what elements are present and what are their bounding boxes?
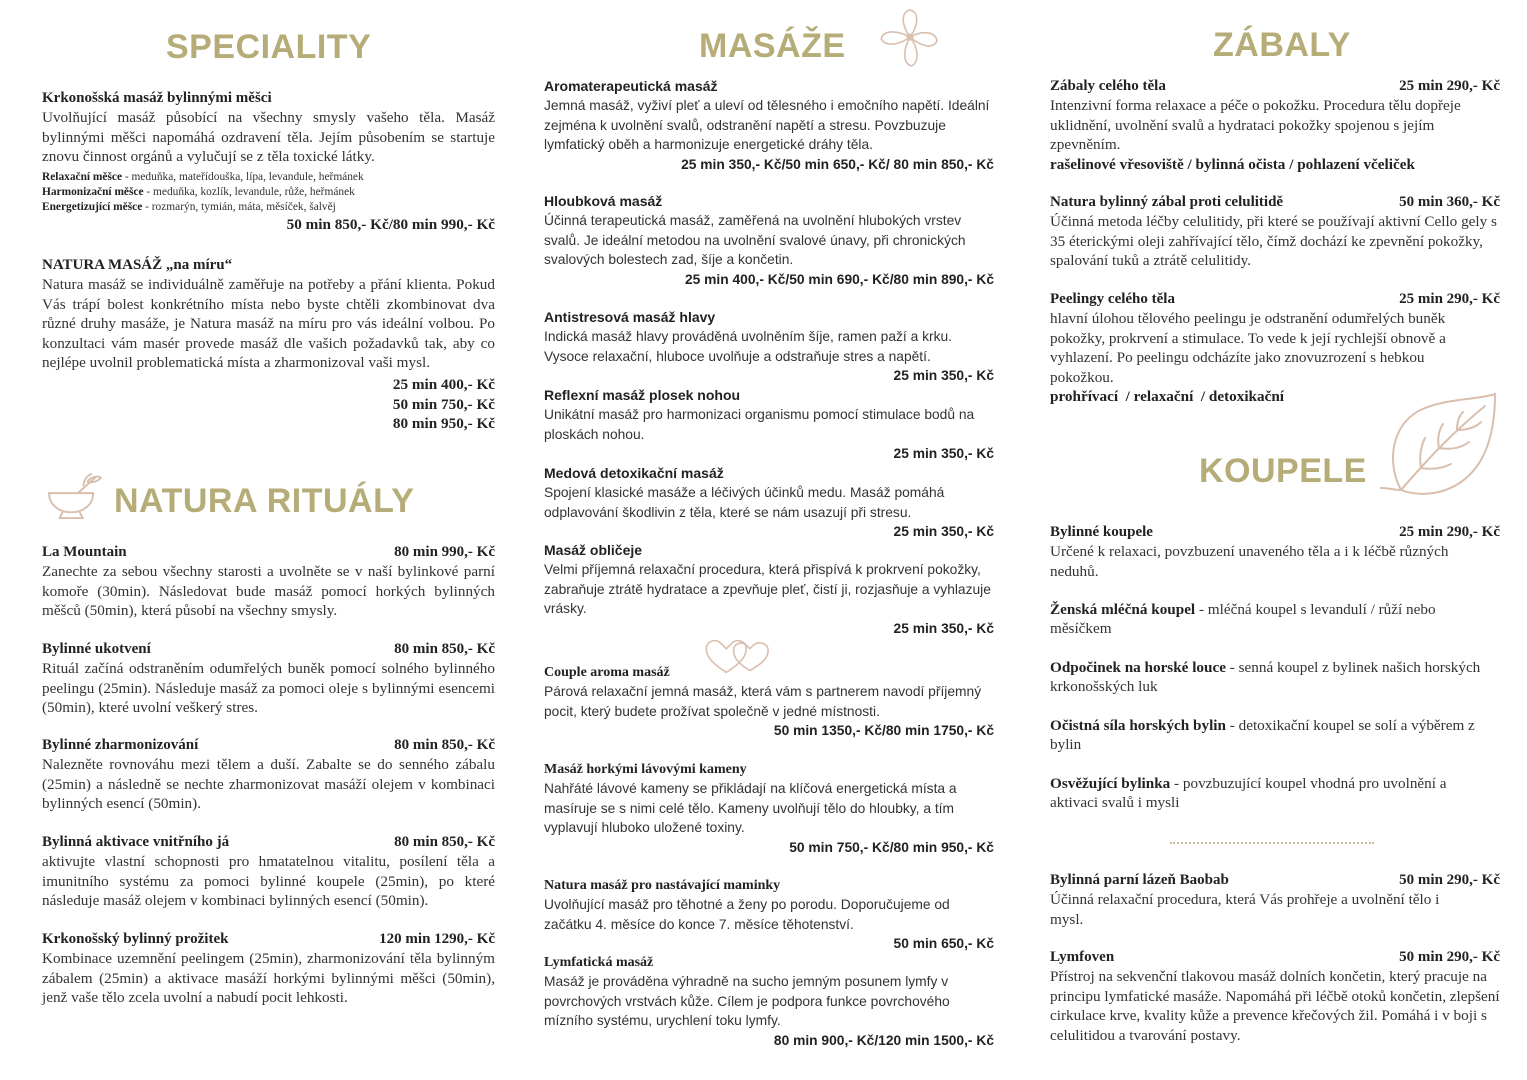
item-title: Bylinné koupele [1050, 524, 1153, 540]
item-price: 25 min 350,- Kč [893, 620, 994, 636]
massage-item [544, 464, 994, 542]
ritual-item [42, 543, 495, 621]
item-title: Hloubková masáž [544, 193, 663, 209]
bath-type-text: - mléčná koupel s levandulí / růží nebo měsíčkem [1050, 601, 1436, 638]
item-price: 25 min 400,- Kč/50 min 690,- Kč/80 min 890,- Kč [684, 271, 994, 287]
item-title: Natura bylinný zábal proti celulitidě [1050, 194, 1284, 210]
zabaly-heading: ZÁBALY [1213, 26, 1351, 64]
koupele-heading: KOUPELE [1199, 452, 1367, 490]
bath-type-text: - detoxikační koupel se solí a výběrem z bylin [1050, 717, 1475, 754]
item-price: 50 min 750,- Kč/80 min 950,- Kč [789, 839, 994, 855]
item-description: Účinná metoda léčby celulitidy, při které se používají aktivní Cello gely s 35 éterickými oleji zahřívající tělo, čímž dochází ke zpevnění pokožky, spalování tuků a ztrátě celulitidy. [1050, 213, 1497, 270]
item-title: Medová detoxikační masáž [544, 465, 724, 481]
wrap-item [1050, 77, 1500, 174]
bath-type-name: Osvěžující bylinka [1050, 775, 1171, 792]
massage-item [544, 541, 994, 638]
item-title: Lymfoven [1050, 949, 1115, 965]
item-price: 50 min 750,- Kč [392, 395, 495, 413]
item-description: Určené k relaxaci, povzbuzení unaveného těla a i k léčbě různých neduhů. [1050, 543, 1449, 580]
wrap-item [1050, 290, 1500, 406]
item-title: Reflexní masáž plosek nohou [544, 387, 741, 403]
item-price: 80 min 850,- Kč [394, 737, 495, 753]
speciality-krkonosska [42, 89, 495, 235]
massage-item [544, 308, 994, 386]
item-description: Jemná masáž, vyživí pleť a uleví od tělesného i emočního napětí. Ideální zejména k uvolnění svalů, odstranění napětí a stresu. Povzbuzuje lymfatický oběh a harmonizuje energetické dráhy těla. [544, 98, 990, 153]
massage-item [544, 760, 994, 857]
item-title: Bylinná parní lázeň Baobab [1050, 872, 1229, 888]
item-description: hlavní úlohou tělového peelingu je odstranění odumřelých buněk pokožky, prokrvení a stimulace. To vede k její rychlejší obnově a vyhlazení. Po peelingu odcházíte jako znovuzrození s hebkou pokožkou. [1050, 310, 1446, 386]
item-description: Velmi příjemná relaxační procedura, která přispívá k prokrvení pokožky, zabraňuje ztrátě hydratace a zpevňuje pleť, čistí ji, rozjasňuje a vyhlazuje vrásky. [544, 562, 991, 617]
massage-item [544, 386, 994, 464]
bath-type [1050, 600, 1500, 639]
bath-item [1050, 523, 1500, 581]
item-price: 50 min 850,- Kč/80 min 990,- Kč [286, 216, 495, 234]
bath-type-name: Odpočinek na horské louce [1050, 659, 1226, 676]
mortar-icon [44, 472, 104, 520]
item-title: La Mountain [42, 544, 127, 560]
item-description: Indická masáž hlavy prováděná uvolněním šíje, ramen paží a krku. Vysoce relaxační, hluboce uvolňuje a odstraňuje stres a napětí. [544, 329, 952, 364]
item-price: 80 min 850,- Kč [394, 641, 495, 657]
item-price: 25 min 350,- Kč [893, 524, 994, 540]
mesce-list [42, 170, 495, 216]
item-title: Lymfatická masáž [544, 955, 654, 970]
item-title: NATURA MASÁŽ „na míru“ [42, 257, 233, 273]
item-title: Masáž horkými lávovými kameny [544, 762, 747, 777]
item-description: Kombinace uzemnění peelingem (25min), zharmonizování těla bylinným zábalem (25min) a aktivace masáží horkými bylinnými měšci (50min), jenž vaše tělo zcela uvolní a nabudí pocit lehkosti. [42, 950, 495, 1007]
item-title: Masáž obličeje [544, 542, 643, 558]
bath-type-text: - senná koupel z bylinek našich horských krkonošských luk [1050, 659, 1481, 696]
item-description: Párová relaxační jemná masáž, která vám s partnerem navodí příjemný pocit, který budete prožívat společně v jedné místnosti. [544, 684, 982, 719]
bath-type [1050, 774, 1500, 813]
item-price: 25 min 290,- Kč [1399, 524, 1500, 540]
item-title: Krkonošská masáž bylinnými měšci [42, 90, 272, 106]
column-right [1050, 0, 1500, 1080]
item-price: 50 min 290,- Kč [1399, 949, 1500, 965]
item-title: Zábaly celého těla [1050, 78, 1166, 94]
item-price: 50 min 290,- Kč [1399, 872, 1500, 888]
massage-item [544, 876, 994, 954]
masaze-heading: MASÁŽE [699, 27, 846, 65]
item-title: Peelingy celého těla [1050, 291, 1175, 307]
item-price: 80 min 950,- Kč [392, 415, 495, 433]
wrap-item [1050, 193, 1500, 271]
massage-item [544, 192, 994, 289]
item-price: 25 min 290,- Kč [1399, 78, 1500, 94]
item-title: Aromaterapeutická masáž [544, 78, 718, 94]
item-description: Rituál začíná odstraněním odumřelých buněk pomocí solného bylinného peelingu (25min). Následuje masáž za pomoci oleje s bylinnými esencemi (50min), které uvolní veškerý stres. [42, 660, 495, 717]
item-price: 80 min 900,- Kč/120 min 1500,- Kč [773, 1032, 994, 1048]
item-title: Krkonošský bylinný prožitek [42, 931, 229, 947]
flower-icon [874, 6, 946, 70]
item-description: Účinná terapeutická masáž, zaměřená na uvolnění hlubokých vrstev svalů. Je ideální metodou na uvolnění svalové únavy, při chronických svalových bolestech zad, šíje a končetin. [544, 213, 966, 268]
ritual-item [42, 640, 495, 718]
bath-type-text: - povzbuzující koupel vhodná pro uvolnění a aktivaci svalů i mysli [1050, 775, 1447, 812]
ritual-item [42, 930, 495, 1008]
extra-item [1050, 948, 1500, 1045]
item-price: 50 min 1350,- Kč/80 min 1750,- Kč [773, 723, 994, 739]
item-title: Couple aroma masáž [544, 665, 670, 680]
dotted-divider [1170, 842, 1374, 844]
column-middle [544, 0, 994, 1080]
item-price: 120 min 1290,- Kč [379, 931, 495, 947]
item-description: Masáž je prováděna výhradně na sucho jemným posunem lymfy v povrchových vrstvách kůže. Cílem je podpora funkce povrchového mízního systému, urychlení toku lymfy. [544, 974, 950, 1029]
item-price: 25 min 350,- Kč/50 min 650,- Kč/ 80 min 850,- Kč [681, 156, 994, 172]
item-description: Přístroj na sekvenční tlakovou masáž dolních končetin, který pracuje na principu lymfatické masáže. Napomáhá při léčbě otoků končetin, zlepšení cirkulace krve, kvality kůže a prevence křečových žil. Pomáhá i v boji s celulitidou a tvarování postavy. [1050, 968, 1500, 1044]
item-title: Bylinná aktivace vnitřního já [42, 834, 230, 850]
leaf-icon [1380, 390, 1502, 500]
item-price: 25 min 400,- Kč [392, 376, 495, 394]
item-description: Unikátní masáž pro harmonizaci organismu pomocí stimulace bodů na ploskách nohou. [544, 407, 975, 442]
item-title: Antistresová masáž hlavy [544, 309, 716, 325]
mesce-item: Energetizující měšce - rozmarýn, tymián, máta, měsíček, šalvěj [42, 201, 336, 214]
speciality-natura [42, 256, 495, 434]
item-description: Účinná relaxační procedura, která Vás prohřeje a uvolnění tělo i mysl. [1050, 891, 1440, 928]
item-price: 25 min 350,- Kč [893, 368, 994, 384]
item-price: 25 min 350,- Kč [893, 446, 994, 462]
massage-item [544, 663, 994, 741]
item-description: Natura masáž se individuálně zaměřuje na potřeby a přání klienta. Pokud Vás trápí bolest konkrétního místa nebo byste chtěli zkombinovat dva různé druhy masáže, je Natura masáž na míru pro vás ideální volbou. Po konzultaci vám masér provede masáž dle vašich požadavků tak, aby co nejlépe uvolnil problematická místa a zharmonizoval vaši mysl. [42, 276, 495, 372]
item-variants: prohřívací / relaxační / detoxikační [1050, 388, 1284, 406]
item-description: Nalezněte rovnováhu mezi tělem a duší. Zabalte se do senného zábalu (25min) a následně se nechte zharmonizovat masáží olejem v kombinaci bylinných esencí (50min). [42, 756, 495, 813]
mesce-item: Harmonizační měšce - meduňka, kozlík, levandule, růže, heřmánek [42, 185, 355, 198]
item-price: 50 min 360,- Kč [1399, 194, 1500, 210]
item-price: 80 min 850,- Kč [394, 834, 495, 850]
bath-type [1050, 716, 1500, 755]
item-title: Natura masáž pro nastávající maminky [544, 878, 781, 893]
bath-type-name: Ženská mléčná koupel [1050, 601, 1196, 618]
ritual-item [42, 736, 495, 814]
column-left [42, 0, 495, 1080]
item-description: Uvolňující masáž pro těhotné a ženy po porodu. Doporučujeme od začátku 4. měsíce do konce 7. měsíce těhotenství. [544, 897, 950, 932]
bath-type [1050, 658, 1500, 697]
item-variants: rašelinové vřesoviště / bylinná očista / pohlazení včeliček [1050, 155, 1415, 173]
bath-type-name: Očistná síla horských bylin [1050, 717, 1226, 734]
item-description: Uvolňující masáž působící na všechny smysly vašeho těla. Masáž bylinnými měšci napomáhá ozdravení těla. Jejím působením se startuje znovu činnost orgánů a vylučují se z těla toxické látky. [42, 109, 495, 166]
speciality-heading: SPECIALITY [166, 28, 372, 66]
item-price: 25 min 290,- Kč [1399, 291, 1500, 307]
item-description: aktivujte vlastní schopnosti pro hmatatelnou vitalitu, posílení těla a imunitního systému za pomoci bylinné koupele (25min), po které následuje masáž olejem v kombinaci bylinných esencí (50min). [42, 853, 495, 910]
item-title: Bylinné zharmonizování [42, 737, 199, 753]
item-title: Bylinné ukotvení [42, 641, 151, 657]
extra-item [1050, 871, 1500, 929]
massage-item [544, 953, 994, 1050]
item-description: Nahřáté lávové kameny se přikládají na klíčová energetická místa a masíruje se s nimi celé tělo. Kameny uvolňují tělo do hloubky, a tím vyplavují hluboko uložené toxiny. [544, 781, 957, 836]
item-description: Intenzivní forma relaxace a péče o pokožku. Procedura tělu dopřeje uklidnění, uvolnění svalů a hydrataci pokožky spojenou s jejím zpevněním. [1050, 97, 1461, 154]
item-description: Spojení klasické masáže a léčivých účinků medu. Masáž pomáhá odplavování škodlivin z těla, které se nám usazují při stresu. [544, 485, 945, 520]
item-price: 80 min 990,- Kč [394, 544, 495, 560]
ritual-item [42, 833, 495, 911]
item-description: Zanechte za sebou všechny starosti a uvolněte se v naší bylinkové parní komoře (30min). Následovat bude masáž pomocí horkých bylinných měšců (50min), která působí na všechny smysly. [42, 563, 495, 620]
mesce-item: Relaxační měšce - meduňka, mateřídouška, lípa, levandule, heřmánek [42, 170, 364, 183]
item-price: 50 min 650,- Kč [893, 936, 994, 952]
massage-item [544, 77, 994, 174]
rituals-heading: NATURA RITUÁLY [114, 482, 415, 520]
